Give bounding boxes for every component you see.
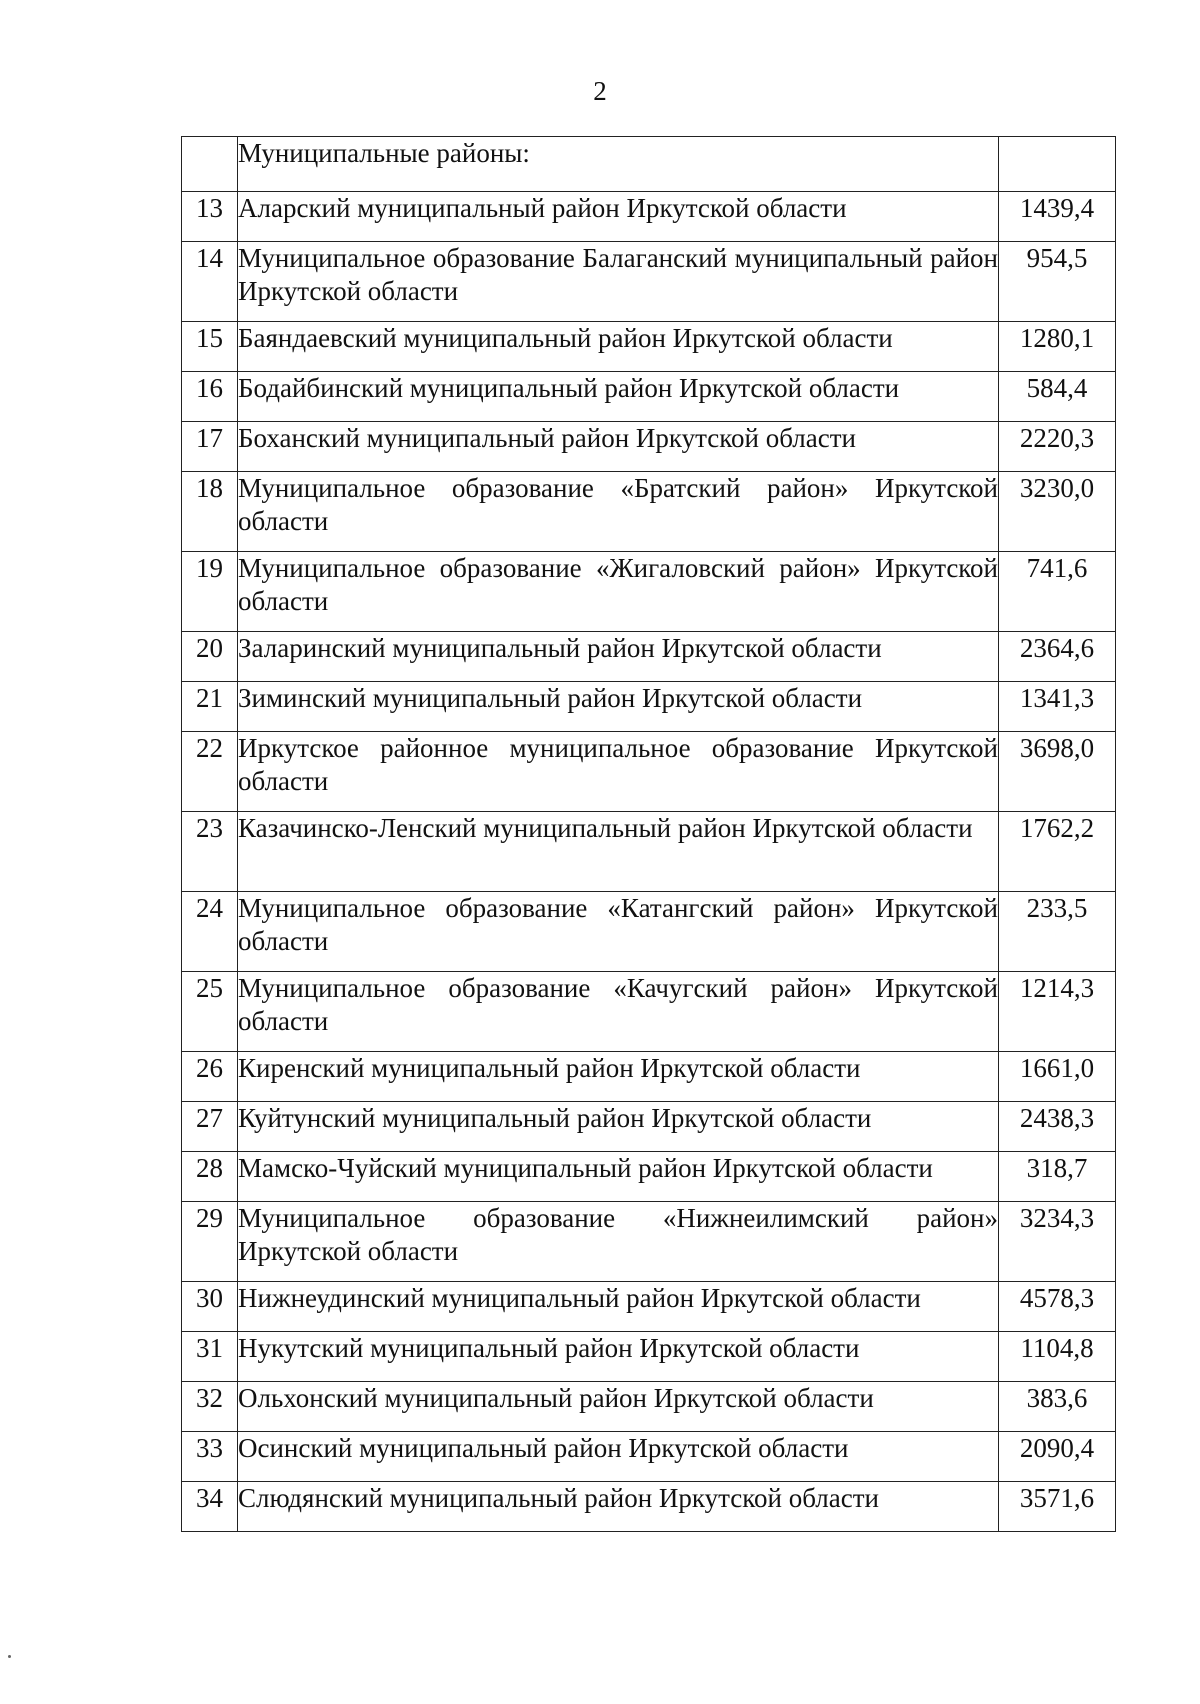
row-number: 22 [182, 732, 238, 812]
district-value: 1762,2 [999, 812, 1116, 892]
district-name: Муниципальное образование «Катангский район» Иркутской области [238, 892, 999, 972]
district-name: Боханский муниципальный район Иркутской области [238, 422, 999, 472]
table-row [182, 192, 1116, 242]
table-row [182, 632, 1116, 682]
table-row [182, 732, 1116, 812]
row-number: 19 [182, 552, 238, 632]
row-number: 28 [182, 1152, 238, 1202]
district-name: Муниципальное образование «Братский район» Иркутской области [238, 472, 999, 552]
row-number: 26 [182, 1052, 238, 1102]
row-number: 32 [182, 1382, 238, 1432]
district-value: 2220,3 [999, 422, 1116, 472]
district-name: Казачинско-Ленский муниципальный район Иркутской области [238, 812, 999, 892]
district-value: 954,5 [999, 242, 1116, 322]
row-number: 15 [182, 322, 238, 372]
district-value: 2438,3 [999, 1102, 1116, 1152]
table-row [182, 1382, 1116, 1432]
row-number: 20 [182, 632, 238, 682]
row-number: 13 [182, 192, 238, 242]
table-row [182, 372, 1116, 422]
row-number: 24 [182, 892, 238, 972]
district-name: Заларинский муниципальный район Иркутской области [238, 632, 999, 682]
district-name: Нижнеудинский муниципальный район Иркутской области [238, 1282, 999, 1332]
row-number: 17 [182, 422, 238, 472]
district-name: Аларский муниципальный район Иркутской области [238, 192, 999, 242]
row-number: 30 [182, 1282, 238, 1332]
district-value: 1341,3 [999, 682, 1116, 732]
table-row [182, 422, 1116, 472]
district-name: Муниципальное образование Балаганский муниципальный район Иркутской области [238, 242, 999, 322]
municipal-districts-table [181, 136, 1116, 1532]
district-value: 318,7 [999, 1152, 1116, 1202]
row-number: 25 [182, 972, 238, 1052]
table-row [182, 1332, 1116, 1382]
row-number: 27 [182, 1102, 238, 1152]
district-value: 233,5 [999, 892, 1116, 972]
table-row [182, 682, 1116, 732]
row-number: 14 [182, 242, 238, 322]
district-value: 3230,0 [999, 472, 1116, 552]
district-name: Ольхонский муниципальный район Иркутской области [238, 1382, 999, 1432]
row-number: 33 [182, 1432, 238, 1482]
district-name: Мамско-Чуйский муниципальный район Иркутской области [238, 1152, 999, 1202]
row-number: 29 [182, 1202, 238, 1282]
section-header-num-cell [182, 137, 238, 192]
row-number: 31 [182, 1332, 238, 1382]
district-name: Осинский муниципальный район Иркутской области [238, 1432, 999, 1482]
section-header-value-cell [999, 137, 1116, 192]
section-header-row [182, 137, 1116, 192]
table-row [182, 322, 1116, 372]
district-name: Куйтунский муниципальный район Иркутской области [238, 1102, 999, 1152]
district-value: 1661,0 [999, 1052, 1116, 1102]
district-name: Слюдянский муниципальный район Иркутской области [238, 1482, 999, 1532]
district-value: 1104,8 [999, 1332, 1116, 1382]
table-row [182, 552, 1116, 632]
district-value: 3698,0 [999, 732, 1116, 812]
district-value: 584,4 [999, 372, 1116, 422]
district-value: 4578,3 [999, 1282, 1116, 1332]
row-number: 21 [182, 682, 238, 732]
table-row [182, 1432, 1116, 1482]
table-row [182, 1482, 1116, 1532]
district-value: 383,6 [999, 1382, 1116, 1432]
district-name: Иркутское районное муниципальное образование Иркутской области [238, 732, 999, 812]
district-value: 1280,1 [999, 322, 1116, 372]
district-value: 3571,6 [999, 1482, 1116, 1532]
row-number: 18 [182, 472, 238, 552]
district-name: Муниципальное образование «Жигаловский район» Иркутской области [238, 552, 999, 632]
district-name: Киренский муниципальный район Иркутской области [238, 1052, 999, 1102]
table-row [182, 812, 1116, 892]
scan-artifact-dot [8, 1655, 11, 1658]
district-value: 1214,3 [999, 972, 1116, 1052]
table-row [182, 242, 1116, 322]
table-row [182, 892, 1116, 972]
table-row [182, 472, 1116, 552]
district-value: 1439,4 [999, 192, 1116, 242]
district-name: Нукутский муниципальный район Иркутской области [238, 1332, 999, 1382]
section-header-label: Муниципальные районы: [238, 137, 999, 192]
district-name: Бодайбинский муниципальный район Иркутской области [238, 372, 999, 422]
district-name: Муниципальное образование «Нижнеилимский район» Иркутской области [238, 1202, 999, 1282]
district-name: Зиминский муниципальный район Иркутской области [238, 682, 999, 732]
district-value: 741,6 [999, 552, 1116, 632]
table-row [182, 1282, 1116, 1332]
row-number: 23 [182, 812, 238, 892]
district-value: 3234,3 [999, 1202, 1116, 1282]
table-row [182, 972, 1116, 1052]
page-number: 2 [593, 76, 607, 106]
district-name: Муниципальное образование «Качугский район» Иркутской области [238, 972, 999, 1052]
table-row [182, 1052, 1116, 1102]
district-value: 2364,6 [999, 632, 1116, 682]
table-row [182, 1152, 1116, 1202]
district-name: Баяндаевский муниципальный район Иркутской области [238, 322, 999, 372]
row-number: 34 [182, 1482, 238, 1532]
row-number: 16 [182, 372, 238, 422]
table-row [182, 1202, 1116, 1282]
district-value: 2090,4 [999, 1432, 1116, 1482]
table-row [182, 1102, 1116, 1152]
